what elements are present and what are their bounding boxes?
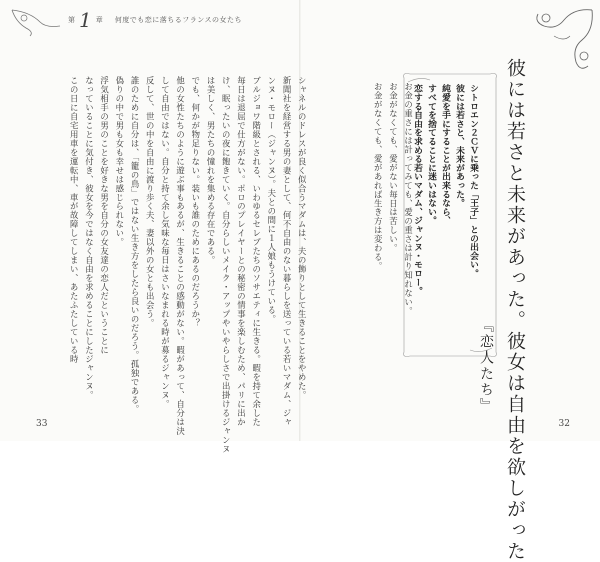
intro-line: すべてを捨てることに迷いはない。	[426, 84, 436, 225]
intro-line: 純愛を手にすることが出来るなら、	[440, 84, 450, 225]
left-body-text	[66, 76, 309, 454]
intro-line: 恋する自由を求める若いマダム、ジャンヌ・モロー。	[412, 84, 422, 296]
body-line: 反して、世の中を自由に渡り歩く夫、妻以外の女とも出会う。	[145, 76, 156, 328]
body-line: 新聞社を経営する男の妻として、何不自由のない暮らしを送っている若いマダム、ジャ	[282, 76, 293, 427]
body-line: ブルジョワ階級とされる、いわゆるセレブたちのソサエティに生きる。暇を持て余した	[251, 76, 262, 427]
intro-line: シトロエン２ＣＶに乗った「王子」との出会い。	[468, 84, 478, 278]
body-line: お金の重さには計ってみても、愛の重さは計り知れない。	[403, 82, 414, 316]
intro-line: 彼には若さと、未来があった。	[454, 84, 464, 208]
article-title: 彼には若さと未来があった。彼女は自由を欲しがった	[504, 58, 526, 562]
chapter-prefix: 第	[68, 16, 75, 24]
chapter-title: 何度でも恋に落ちるフランスの女たち	[114, 16, 243, 24]
chapter-suffix: 章	[95, 16, 103, 24]
body-line: 浮気相手の男のことを好きな男を自分の女友達の恋人だということに	[99, 76, 110, 355]
body-line: なっていることに気付き、彼女を今ではなく自由を求めることにしたジャンヌ。	[84, 76, 95, 400]
corner-ornament-icon	[10, 8, 70, 38]
body-line: お金がなくても、愛がない毎日は苦しい。	[388, 82, 399, 253]
intro-text	[410, 84, 480, 324]
page-number-right: 32	[558, 419, 570, 429]
body-line: お金がなくても、愛があれば生き方は変わる。	[373, 82, 384, 271]
body-line: ンヌ・モロー（ジャンヌ）。夫との間に１人娘もうけている。	[266, 76, 277, 324]
chapter-number: 1	[79, 8, 92, 32]
chapter-header	[68, 10, 242, 30]
body-line: この日に自宅用車を運転中、車が故障してしまい、あたふたしている時	[69, 76, 80, 364]
body-line: シャネルのドレスが良く似合うマダムは、夫の飾りとして生きることをやめた。	[297, 76, 308, 400]
body-line: 毎日は退屈で仕方がない。ポロのプレイヤーとの秘密の情事を楽しむため、パリに出か	[236, 76, 247, 427]
body-line: 偽りの中で男も女も幸せは感じられない。	[114, 76, 125, 247]
page-number-left: 33	[36, 419, 48, 429]
body-line: して自由ではない。自分と持て余し気味な毎日はさいなまれる時が募るジャンヌ。	[160, 76, 171, 409]
body-line: でも、何かが物足りない。装いも誰のためにあるのだろうか？	[190, 76, 201, 328]
left-page	[0, 0, 308, 454]
body-line: 他の女性たちのように遊ぶ事もあるが、生きることの感動がない。暇があって、自分は決	[175, 76, 186, 436]
body-line: 誰のために自分は、「籠の鳥」ではない生き方をしたら良いのだろう。孤独である。	[130, 76, 141, 414]
corner-ornament-icon	[524, 6, 594, 76]
body-line: け、眠ったいの夜に飽きていく。自分らしいメイク・アップやいやらしさで出掛けるジャンヌ	[221, 76, 232, 454]
film-title: 『恋人たち』	[478, 318, 494, 414]
body-line: は美しく、男たちの憧れを集める存在である。	[206, 76, 217, 265]
